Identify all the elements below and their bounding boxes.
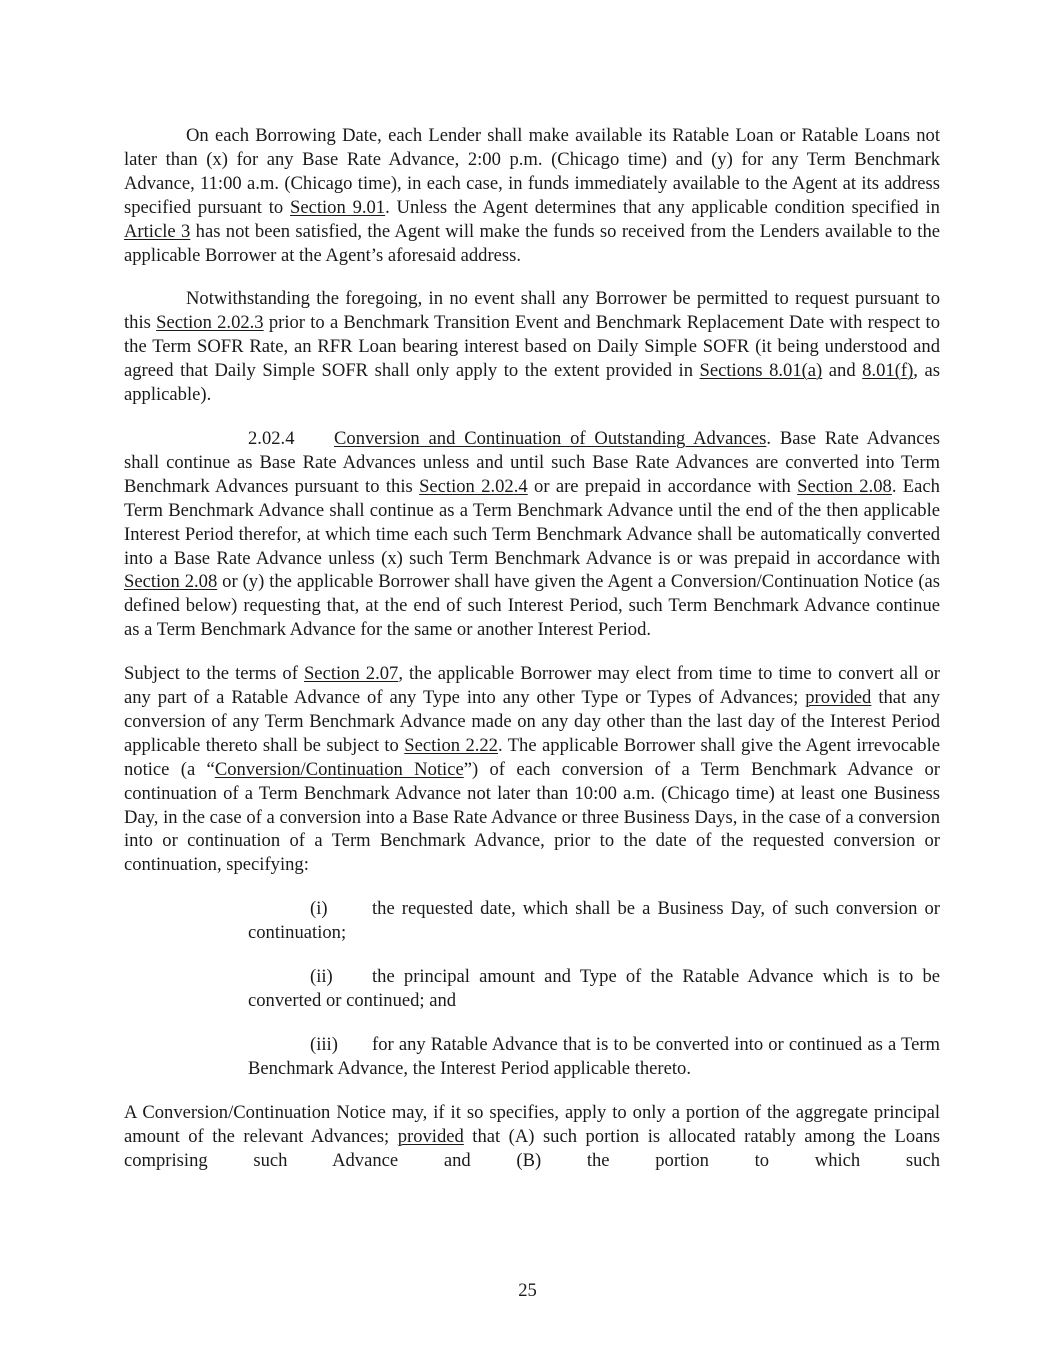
text: that (A) such portion is allocated ratably among the Loans comprising such Advance and (B) the portion to which such [124, 1125, 940, 1171]
section-ref-9-01[interactable]: Section 9.01 [290, 196, 386, 218]
text: and [822, 360, 863, 382]
section-number: 2.02.4 [248, 427, 295, 449]
list-item-text: the principal amount and Type of the Ratable Advance which is to be converted or continued; and [248, 966, 940, 1011]
section-ref-2-02-3[interactable]: Section 2.02.3 [156, 312, 264, 334]
section-ref-2-22[interactable]: Section 2.22 [404, 734, 498, 756]
article-ref-3[interactable]: Article 3 [124, 220, 191, 242]
text: , the applicable Borrower may elect from time to time to convert all or any part of a Ratable Advance of any Type into any other Type or Types of Advances; [124, 663, 940, 709]
provided-term: provided [805, 687, 872, 709]
paragraph-subject-to [124, 662, 940, 877]
text: A Conversion/Continuation Notice may, if it so specifies, apply to only a portion of the aggregate principal amount of the relevant Advances; [124, 1101, 940, 1147]
page-number: 25 [518, 1280, 537, 1301]
text: that any conversion of any Term Benchmark Advance made on any day other than the last day of the Interest Period applicable thereto shall be subject to [124, 687, 940, 756]
text: Subject to the terms of [124, 663, 304, 685]
text: Notwithstanding the foregoing, in no event shall any Borrower be permitted to request pursuant to this [124, 288, 940, 334]
text: or are prepaid in accordance with [527, 475, 798, 497]
section-ref-2-07[interactable]: Section 2.07 [303, 663, 399, 685]
text: has not been satisfied, the Agent will make the funds so received from the Lenders available to the applicable Borrower at the Agent’s aforesaid address. [124, 220, 940, 266]
section-ref-2-02-4[interactable]: Section 2.02.4 [419, 475, 528, 497]
text: . The applicable Borrower shall give the Agent irrevocable notice (a “ [124, 734, 940, 780]
paragraph-partial-notice [124, 1101, 940, 1173]
text: . Unless the Agent determines that any applicable condition specified in [385, 196, 940, 218]
text: prior to a Benchmark Transition Event and Benchmark Replacement Date with respect to the Term SOFR Rate, an RFR Loan bearing interest based on Daily Simple SOFR (it being understood and agreed that Daily Simple SOFR shall only apply to the extent provided in [124, 312, 940, 382]
text: ”) of each conversion of a Term Benchmark Advance or continuation of a Term Benchmark Advance not later than 10:00 a.m. (Chicago time) at least one Business Day, in the case of a conversion into a Base Rate Advance or three Business Days, in the case of a conversion into or continuation of a Term Benchmark Advance, prior to the date of the requested conversion or continuation, specifying: [124, 758, 940, 876]
list-item-text: the requested date, which shall be a Business Day, of such conversion or continuation; [248, 898, 940, 944]
list-item [248, 1033, 940, 1081]
list-item [248, 897, 940, 945]
list-item-label: (ii) [310, 966, 333, 988]
list-item-label: (iii) [310, 1033, 338, 1055]
section-ref-8-01a[interactable]: Sections 8.01(a) [699, 360, 823, 382]
text: . Each Term Benchmark Advance shall continue as a Term Benchmark Advance until the end of the then applicable Interest Period therefor, at which time each such Term Benchmark Advance shall be automatically converted into a Base Rate Advance unless (x) such Term Benchmark Advance is or was prepaid in accordance with [124, 475, 940, 569]
text: or (y) the applicable Borrower shall have given the Agent a Conversion/Continuation Notice (as defined below) requesting that, at the end of such Interest Period, such Term Benchmark Advance continue as a Term Benchmark Advance for the same or another Interest Period. [124, 571, 940, 641]
text: . Base Rate Advances shall continue as Base Rate Advances unless and until such Base Rate Advances are converted into Term Benchmark Advances pursuant to this [124, 427, 940, 497]
paragraph-notwithstanding [124, 287, 940, 407]
section-ref-2-08[interactable]: Section 2.08 [124, 571, 218, 593]
list-item [248, 965, 940, 1013]
section-ref-8-01f[interactable]: 8.01(f) [862, 360, 914, 382]
list-item-label: (i) [310, 898, 328, 920]
list-item-text: for any Ratable Advance that is to be converted into or continued as a Term Benchmark Advance, the Interest Period applicable thereto. [248, 1033, 940, 1079]
provided-term: provided [397, 1125, 464, 1147]
text: , as applicable). [124, 360, 940, 406]
defined-term-notice: Conversion/Continuation Notice [214, 758, 464, 780]
section-ref-2-08[interactable]: Section 2.08 [797, 475, 892, 497]
text: On each Borrowing Date, each Lender shall make available its Ratable Loan or Ratable Loans not later than (x) for any Base Rate Advance, 2:00 p.m. (Chicago time) and (y) for any Term Benchmark Advance, 11:00 a.m. (Chicago time), in each case, in funds immediately available to the Agent at its address specified pursuant to [124, 125, 940, 218]
section-2-02-4 [124, 427, 940, 642]
document-page [124, 124, 940, 1192]
paragraph-borrowing-date [124, 124, 940, 267]
section-heading: Conversion and Continuation of Outstanding Advances [334, 427, 767, 449]
